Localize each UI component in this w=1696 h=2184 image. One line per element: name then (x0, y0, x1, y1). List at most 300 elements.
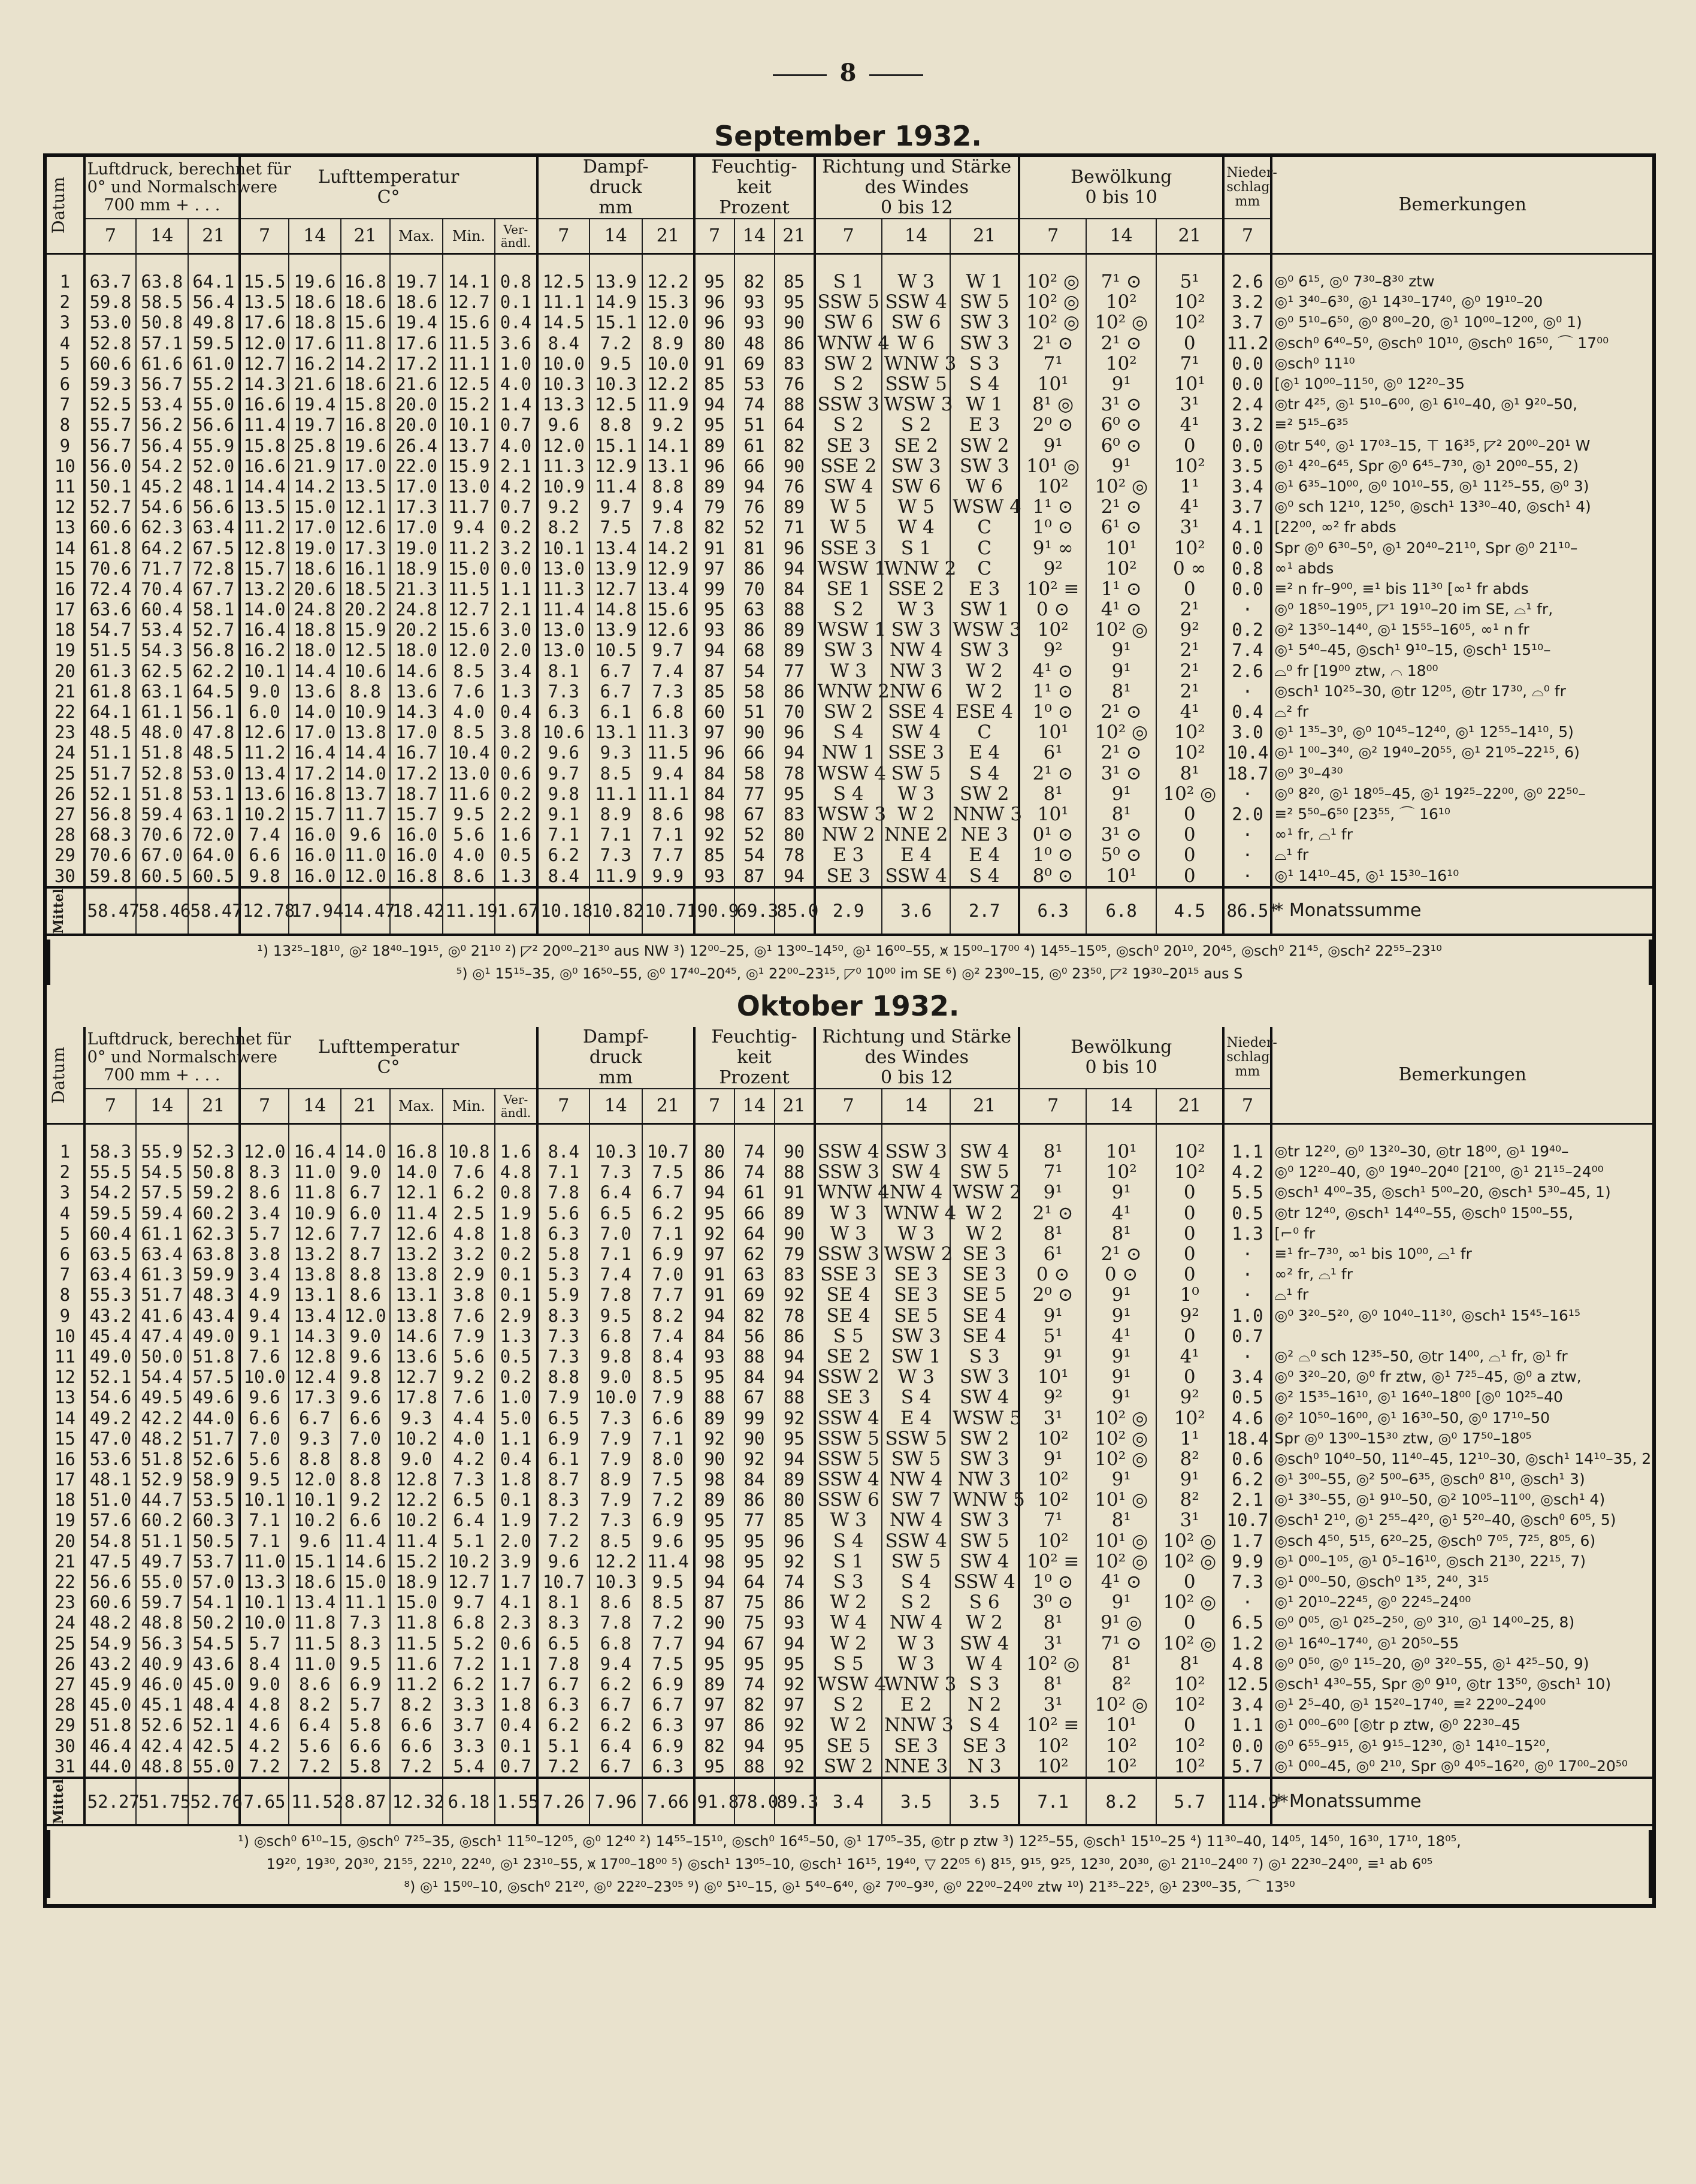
cell-value: 17.3 (289, 1387, 340, 1407)
cell-value: 60.4 (136, 599, 188, 620)
cell-value: 86 (734, 1715, 775, 1735)
table-row (47, 1756, 1652, 1778)
cell-bemerkung: ◎sch⁰ 10⁴⁰–50, 11⁴⁰–45, 12¹⁰–30, ◎sch¹ 14¹⁰–35, 2) (1271, 1449, 1652, 1469)
cell-value: 11.5 (390, 1633, 443, 1654)
cell-bemerkung: ◎⁰ 12²⁰–40, ◎⁰ 19⁴⁰–20⁴⁰ [21⁰⁰, ◎¹ 21¹⁵–24⁰⁰ (1271, 1162, 1652, 1182)
cell-value: 77 (734, 784, 775, 804)
cell-value: 10² (1156, 1694, 1223, 1715)
cell-value: 61.0 (188, 354, 240, 374)
cell-value: 16.4 (240, 620, 289, 640)
cell-value: 3.8 (443, 1285, 494, 1305)
cell-datum: 2 (59, 292, 71, 313)
mean-value: 89.3 (775, 1778, 815, 1825)
cell-value: 13.6 (390, 681, 443, 702)
cell-value: 11.4 (589, 476, 643, 497)
cell-value: 13.4 (642, 579, 694, 599)
cell-value: 14.0 (289, 702, 340, 722)
cell-value: 6.7 (589, 661, 643, 681)
cell-value: 7.2 (642, 1612, 694, 1633)
cell-value: 52 (734, 824, 775, 845)
cell-value: 95 (694, 415, 734, 435)
cell-datum: 19 (54, 640, 75, 661)
cell-value: 12.8 (390, 1469, 443, 1490)
cell-value: 97 (775, 1694, 815, 1715)
header-niederschlag-line-3: mm (1235, 194, 1260, 209)
cell-value: 10.6 (341, 661, 390, 681)
weather-table (47, 157, 1652, 936)
cell-value: 95 (734, 1531, 775, 1551)
cell-value: 3¹ (1156, 1510, 1223, 1530)
cell-value: 10.0 (642, 354, 694, 374)
footnote-line: ¹) ◎sch⁰ 6¹⁰–15, ◎sch⁰ 7²⁵–35, ◎sch¹ 11⁵⁰–12⁰⁵, ◎⁰ 12⁴⁰ ²) 14⁵⁵–15¹⁰, ◎sch⁰ 16⁴⁵–50, ◎¹ 17⁰⁵–35, ◎tr p ztw ³) 12²⁵–55, ◎sch¹ 15¹⁰–25 ⁴) 11³⁰–40, 14⁰⁵, 14⁵⁰, 16³⁰, 17¹⁰, 18⁰⁵, (238, 1833, 1461, 1850)
cell-value: 13.8 (390, 1264, 443, 1285)
cell-value: 11.1 (642, 784, 694, 804)
cell-value: 9.6 (537, 742, 589, 763)
cell-value: 0 ⊙ (1019, 1264, 1086, 1285)
cell-value: W 2 (950, 681, 1019, 702)
cell-value: 1.8 (495, 1469, 537, 1490)
table-row (47, 415, 1652, 435)
cell-value: 88 (694, 1387, 734, 1407)
cell-value: 49.7 (136, 1551, 188, 1572)
cell-value: 47.8 (188, 722, 240, 742)
cell-datum: 30 (54, 865, 75, 886)
cell-value: 1¹ (1156, 476, 1223, 497)
cell-value: 14.2 (289, 476, 340, 497)
cell-value: 10² ≡ (1019, 579, 1086, 599)
cell-datum: 26 (54, 1653, 75, 1674)
cell-value: 8.2 (537, 517, 589, 537)
cell-bemerkung: ◎¹ 3⁰⁰–55, ◎² 5⁰⁰–6³⁵, ◎sch⁰ 8¹⁰, ◎sch¹ 3) (1271, 1469, 1652, 1490)
cell-value: 0 (1156, 845, 1223, 865)
cell-value: 0.0 (1223, 537, 1271, 558)
mean-label-text: Mittel (51, 888, 66, 934)
cell-value: 7.3 (537, 1326, 589, 1346)
cell-value: 9² (1156, 1306, 1223, 1326)
cell-value: 7.1 (240, 1531, 289, 1551)
cell-value: 92 (694, 824, 734, 845)
cell-value: 12.0 (240, 333, 289, 354)
cell-value: 2.3 (495, 1612, 537, 1633)
cell-value: 12.9 (642, 558, 694, 579)
cell-value: 17.8 (390, 1387, 443, 1407)
cell-value: 93 (775, 1612, 815, 1633)
cell-value: 85 (694, 681, 734, 702)
cell-value: 0.0 (1223, 579, 1271, 599)
cell-value: 7.1 (240, 1510, 289, 1530)
cell-value: · (1223, 1264, 1271, 1285)
mean-label (47, 1778, 84, 1825)
cell-value: SE 5 (882, 1306, 951, 1326)
cell-value: W 3 (882, 784, 951, 804)
cell-value: SSW 3 (815, 1162, 882, 1182)
cell-value: 4.0 (443, 702, 494, 722)
cell-value: 9¹ (1086, 1592, 1156, 1612)
cell-value: 7.5 (642, 1162, 694, 1182)
cell-value: WNW 3 (882, 1674, 951, 1694)
table-row (47, 354, 1652, 374)
cell-value: S 5 (815, 1326, 882, 1346)
cell-value: 50.0 (136, 1346, 188, 1367)
cell-value: 12.2 (642, 374, 694, 394)
cell-value: 70.4 (136, 579, 188, 599)
cell-value: WSW 3 (882, 394, 951, 415)
mean-value: 85.0 (775, 887, 815, 935)
cell-value: 9² (1156, 620, 1223, 640)
cell-value: 13.3 (240, 1572, 289, 1592)
cell-value: 56.8 (188, 640, 240, 660)
table-row (47, 1326, 1652, 1346)
cell-value: 13.0 (537, 558, 589, 579)
table-row (47, 1612, 1652, 1633)
cell-value: 7¹ (1019, 1510, 1086, 1530)
subheader-col-4: 7 (240, 1089, 289, 1124)
cell-value: 4.8 (443, 1224, 494, 1244)
cell-value: SE 3 (815, 436, 882, 456)
cell-value: 12.7 (589, 579, 643, 599)
cell-value: 11.4 (642, 1551, 694, 1572)
subheader-col-5: 14 (289, 219, 340, 254)
table-row (47, 254, 1652, 292)
cell-value: 70.6 (84, 558, 136, 579)
subheader-col-5: 14 (289, 1089, 340, 1124)
cell-value: 63 (734, 1264, 775, 1285)
monatssumme-note: * Monatssumme (1271, 1778, 1652, 1825)
cell-value: 90 (775, 456, 815, 476)
cell-value: 8¹ (1019, 1674, 1086, 1694)
footnote-line: ¹) 13²⁵–18¹⁰, ◎² 18⁴⁰–19¹⁵, ◎⁰ 21¹⁰ ²) ◸² 20⁰⁰–21³⁰ aus NW ³) 12⁰⁰–25, ◎¹ 13⁰⁰–14⁵⁰, ◎¹ 16⁰⁰–55, ⩙ 15⁰⁰–17⁰⁰ ⁴) 14⁵⁵–15⁰⁵, ◎sch⁰ 20¹⁰, 20⁴⁵, ◎sch⁰ 21⁴⁵, ◎sch² 22⁵⁵–23¹⁰ (257, 943, 1442, 959)
cell-value: W 4 (882, 517, 951, 537)
cell-value: 3.3 (443, 1735, 494, 1756)
cell-value: 7.6 (240, 1346, 289, 1367)
cell-value: E 3 (815, 845, 882, 865)
cell-value: WNW 4 (815, 1182, 882, 1203)
mean-value: 10.71 (642, 887, 694, 935)
cell-value: 9¹ (1086, 456, 1156, 476)
subheader-col-6: 21 (341, 1089, 390, 1124)
cell-value: 15.7 (240, 558, 289, 579)
cell-value: 9.6 (341, 1346, 390, 1367)
cell-value: 9.6 (289, 1531, 340, 1551)
cell-value: 85 (775, 254, 815, 292)
cell-value: 6.8 (443, 1612, 494, 1633)
cell-value: 10² ◎ (1086, 1428, 1156, 1449)
cell-value: 12.8 (289, 1346, 340, 1367)
cell-value: 52.9 (136, 1469, 188, 1490)
cell-value: 56 (734, 1326, 775, 1346)
cell-value: 1⁰ ⊙ (1019, 702, 1086, 722)
cell-value: 0 ⊙ (1019, 599, 1086, 620)
mean-row (47, 887, 1652, 935)
cell-value: 5.1 (537, 1735, 589, 1756)
cell-value: 6.3 (642, 1756, 694, 1778)
cell-value: SW 3 (815, 640, 882, 660)
cell-value: 11.4 (390, 1203, 443, 1224)
cell-value: 92 (775, 1674, 815, 1694)
cell-datum: 26 (54, 783, 75, 804)
cell-value: 5.3 (537, 1264, 589, 1285)
cell-value: 9.7 (589, 497, 643, 517)
cell-value: 80 (694, 333, 734, 354)
cell-value: 46.0 (136, 1674, 188, 1694)
cell-value: 9.5 (443, 804, 494, 824)
cell-value: C (950, 558, 1019, 579)
cell-value: 8.5 (589, 1531, 643, 1551)
cell-value: 7.3 (642, 681, 694, 702)
cell-value: 95 (775, 1654, 815, 1674)
cell-value: 10.2 (289, 1510, 340, 1530)
table-row (47, 1244, 1652, 1264)
cell-value: WSW 4 (950, 497, 1019, 517)
cell-value: 10² (1156, 722, 1223, 742)
cell-value: 9¹ (1086, 1387, 1156, 1407)
cell-bemerkung: ≡¹ fr–7³⁰, ∞¹ bis 10⁰⁰, ⌓¹ fr (1271, 1244, 1652, 1264)
cell-value: 3.4 (1223, 1694, 1271, 1715)
cell-value: S 1 (815, 1551, 882, 1572)
cell-value: 5.8 (341, 1756, 390, 1778)
cell-value: 61 (734, 436, 775, 456)
subheader-col-17: 14 (882, 1089, 951, 1124)
cell-value: 12.1 (390, 1182, 443, 1203)
cell-value: 6.2 (589, 1715, 643, 1735)
mean-value: 3.4 (815, 1778, 882, 1825)
header-luftdruck (84, 1027, 291, 1089)
cell-value: SW 3 (950, 640, 1019, 660)
cell-value: SSE 4 (882, 702, 951, 722)
cell-value: 64.1 (84, 702, 136, 722)
cell-value: 5.7 (341, 1694, 390, 1715)
cell-value: 83 (775, 354, 815, 374)
cell-value: 6.2 (443, 1182, 494, 1203)
header-dampfdruck-line-1: Dampf- (582, 1026, 649, 1047)
cell-value: 13.0 (537, 640, 589, 660)
table-row (47, 537, 1652, 558)
cell-value: 3¹ (1156, 394, 1223, 415)
cell-value: 9.6 (537, 415, 589, 435)
cell-value: SSW 3 (815, 1244, 882, 1264)
cell-value: 8.8 (341, 1449, 390, 1469)
cell-value: 13.2 (289, 1244, 340, 1264)
cell-value: 18.9 (390, 1572, 443, 1592)
cell-datum: 20 (54, 1530, 75, 1551)
cell-value: SW 5 (950, 1162, 1019, 1182)
header-dampfdruck-line-2: druck (589, 1047, 642, 1068)
cell-bemerkung: ◎sch⁰ 11¹⁰ (1271, 354, 1652, 374)
cell-value: SSE 2 (815, 456, 882, 476)
cell-value: 9.4 (642, 763, 694, 784)
cell-value: 8.7 (537, 1469, 589, 1490)
cell-value: 0.4 (495, 1715, 537, 1735)
cell-value: 15.0 (341, 1572, 390, 1592)
cell-value: S 2 (815, 415, 882, 435)
cell-value: 96 (775, 537, 815, 558)
header-dampfdruck (537, 157, 694, 219)
cell-value: 8.6 (240, 1182, 289, 1203)
cell-value: 11.9 (589, 865, 643, 887)
cell-value: 8.8 (642, 476, 694, 497)
cell-value: 4.2 (1223, 1162, 1271, 1182)
cell-value: 7.6 (443, 1387, 494, 1407)
cell-value: 2¹ ⊙ (1086, 333, 1156, 354)
cell-value: 54.8 (84, 1531, 136, 1551)
cell-value: · (1223, 1285, 1271, 1305)
table-row (47, 804, 1652, 824)
mean-value: 3.5 (950, 1778, 1019, 1825)
cell-value: 8.8 (537, 1367, 589, 1387)
cell-value: 0.1 (495, 292, 537, 312)
cell-value: 63.6 (84, 599, 136, 620)
mean-value: 2.9 (815, 887, 882, 935)
cell-bemerkung: ◎¹ 2⁵–40, ◎¹ 15²⁰–17⁴⁰, ≡² 22⁰⁰–24⁰⁰ (1271, 1694, 1652, 1715)
cell-value: 1.0 (495, 1387, 537, 1407)
cell-value: 51.7 (136, 1285, 188, 1305)
cell-value: 2¹ ⊙ (1086, 742, 1156, 763)
dash-right (869, 74, 923, 76)
table-row (47, 784, 1652, 804)
cell-value: 0.1 (495, 1264, 537, 1285)
cell-value: 9.5 (589, 1306, 643, 1326)
cell-value: 10² (1019, 1469, 1086, 1490)
table-row (47, 1531, 1652, 1551)
cell-value: 8.4 (240, 1654, 289, 1674)
cell-value: 7.1 (589, 824, 643, 845)
cell-value: 49.6 (188, 1387, 240, 1407)
header-niederschlag-line-2: schlag (1226, 180, 1270, 195)
cell-bemerkung: ◎¹ 0⁰⁰–50, ◎sch⁰ 1³⁵, 2⁴⁰, 3¹⁵ (1271, 1572, 1652, 1592)
cell-value: 12.0 (537, 436, 589, 456)
cell-value: 10.1 (289, 1490, 340, 1510)
cell-value: 3⁰ ⊙ (1019, 1592, 1086, 1612)
cell-value: 10² ◎ (1086, 1449, 1156, 1469)
cell-value: 2¹ ⊙ (1019, 333, 1086, 354)
cell-datum: 22 (54, 1572, 75, 1593)
cell-bemerkung: ◎⁰ 6¹⁵, ◎⁰ 7³⁰–8³⁰ ztw (1271, 254, 1652, 292)
cell-value: 2.5 (443, 1203, 494, 1224)
cell-value: 18.6 (341, 374, 390, 394)
cell-value: S 4 (815, 722, 882, 742)
cell-value: 57.6 (84, 1510, 136, 1530)
cell-value: 54.2 (84, 1182, 136, 1203)
cell-value: 14.6 (390, 1326, 443, 1346)
cell-bemerkung: ◎¹ 0⁰⁰–6⁰⁰ [◎tr p ztw, ◎⁰ 22³⁰–45 (1271, 1715, 1652, 1735)
cell-value: 21.9 (289, 456, 340, 476)
cell-value: S 4 (815, 1531, 882, 1551)
cell-value: WSW 4 (815, 1674, 882, 1694)
cell-value: 53.4 (136, 620, 188, 640)
cell-value: 52 (734, 517, 775, 537)
cell-value: SW 2 (815, 1756, 882, 1778)
cell-value: SE 3 (950, 1244, 1019, 1264)
cell-value: 10² (1086, 1162, 1156, 1182)
cell-value: 55.0 (188, 394, 240, 415)
cell-datum: 11 (54, 1346, 75, 1367)
cell-value: 8.8 (289, 1449, 340, 1469)
cell-value: 9.0 (341, 1162, 390, 1182)
cell-value: 59.8 (84, 292, 136, 312)
subheader-col-14: 14 (734, 1089, 775, 1124)
cell-value: 11.1 (341, 1592, 390, 1612)
cell-value: 4.6 (1223, 1407, 1271, 1428)
cell-value: 0.5 (1223, 1203, 1271, 1224)
cell-value: 6.9 (642, 1674, 694, 1694)
subheader-col-11: 14 (589, 1089, 643, 1124)
cell-value: 2.1 (495, 456, 537, 476)
cell-value: 26.4 (390, 436, 443, 456)
cell-value: 15.1 (589, 436, 643, 456)
cell-value: 7.0 (589, 1224, 643, 1244)
cell-value: 0.2 (495, 784, 537, 804)
cell-value: 8.0 (642, 1449, 694, 1469)
subheader-col-2: 14 (136, 1089, 188, 1124)
cell-value: E 2 (882, 1694, 951, 1715)
cell-value: 10.2 (390, 1510, 443, 1530)
cell-value: 1.8 (495, 1224, 537, 1244)
cell-value: NW 4 (882, 1612, 951, 1633)
cell-value: 3.6 (495, 333, 537, 354)
cell-value: 10² (1086, 292, 1156, 312)
cell-value: S 2 (815, 1694, 882, 1715)
footnotes-september (47, 940, 1652, 985)
table-row (47, 1572, 1652, 1592)
cell-value: 8.2 (642, 1306, 694, 1326)
cell-value: NW 4 (882, 1469, 951, 1490)
cell-value: 43.2 (84, 1306, 136, 1326)
cell-value: 12.2 (589, 1551, 643, 1572)
cell-value: 0.0 (1223, 354, 1271, 374)
cell-value: 51.1 (136, 1531, 188, 1551)
cell-value: 9.7 (537, 763, 589, 784)
cell-value: 51 (734, 415, 775, 435)
cell-value: 61.1 (136, 1224, 188, 1244)
cell-value: 17.2 (289, 763, 340, 784)
cell-value: 9.7 (642, 640, 694, 660)
cell-value: 13.0 (537, 620, 589, 640)
cell-bemerkung: ◎⁰ 3⁰–4³⁰ (1271, 763, 1652, 784)
cell-value: 14.6 (341, 1551, 390, 1572)
subheader-col-19: 7 (1019, 219, 1086, 254)
cell-value: 89 (694, 476, 734, 497)
cell-value: 10² ◎ (1156, 1531, 1223, 1551)
mean-value: 12.78 (240, 887, 289, 935)
cell-value: 52.7 (188, 620, 240, 640)
cell-value: 97 (694, 722, 734, 742)
cell-value: 52.1 (188, 1715, 240, 1735)
cell-value: 15.9 (443, 456, 494, 476)
cell-value: 10² (1019, 1735, 1086, 1756)
cell-value: 2.6 (1223, 661, 1271, 681)
cell-value: 8.5 (642, 1592, 694, 1612)
cell-value: 18.0 (390, 640, 443, 660)
cell-value: 9.0 (390, 1449, 443, 1469)
cell-value: 80 (775, 1490, 815, 1510)
cell-value: 3.2 (443, 1244, 494, 1264)
cell-value: SSE 3 (882, 742, 951, 763)
cell-value: 7.2 (443, 1654, 494, 1674)
cell-value: SW 3 (950, 312, 1019, 333)
table-row (47, 1182, 1652, 1203)
subheader-col-22: 7 (1223, 1089, 1271, 1124)
cell-value: 54 (734, 661, 775, 681)
cell-value: 4.2 (443, 1449, 494, 1469)
cell-value: 11.8 (390, 1612, 443, 1633)
cell-value: 0.6 (495, 763, 537, 784)
cell-datum: 1 (59, 1141, 71, 1162)
cell-value: 81 (734, 537, 775, 558)
cell-value: 13.4 (240, 763, 289, 784)
cell-value: 54.5 (188, 1633, 240, 1654)
cell-value: 3.4 (1223, 476, 1271, 497)
cell-value: 96 (775, 722, 815, 742)
